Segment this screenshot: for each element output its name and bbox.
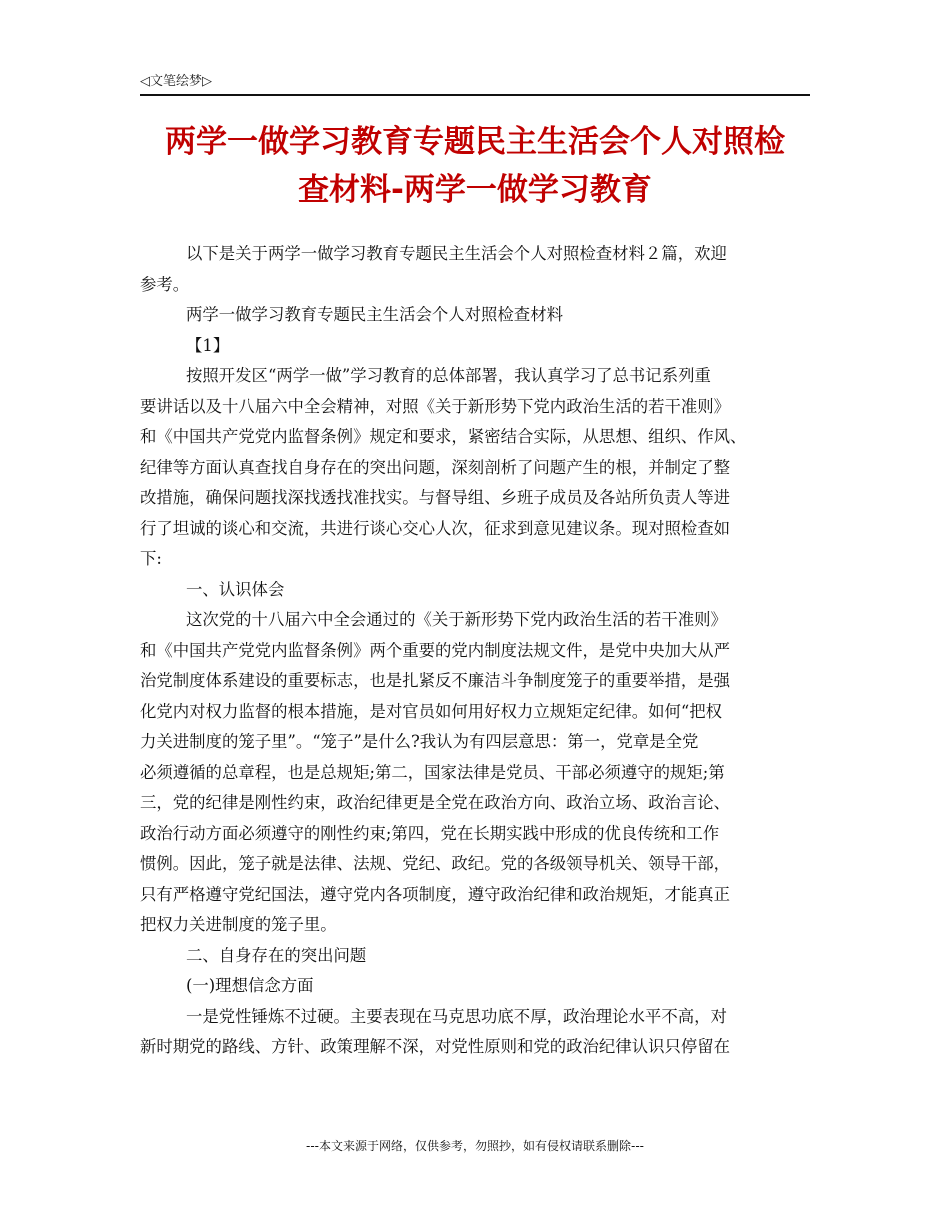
- intro-line: 参考。: [140, 274, 190, 294]
- paragraph-line: 政治行动方面必须遵守的刚性约束;第四，党在长期实践中形成的优良传统和工作: [140, 823, 720, 843]
- paragraph-line: 和《中国共产党党内监督条例》规定和要求，紧密结合实际，从思想、组织、作风、: [140, 427, 747, 446]
- paragraph-line: 化党内对权力监督的根本措施，是对官员如何用好权力立规矩定纪律。如何“把权: [140, 701, 723, 721]
- title-line-2: 查材料-两学一做学习教育: [298, 172, 652, 208]
- paragraph-line: 下:: [140, 549, 162, 568]
- subsection-heading: 二、自身存在的突出问题: [186, 945, 367, 965]
- paragraph-line: 新时期党的路线、方针、政策理解不深，对党性原则和党的政治纪律认识只停留在: [140, 1037, 731, 1056]
- title-line-1: 两学一做学习教育专题民主生活会个人对照检: [165, 124, 785, 160]
- paragraph-line: 三，党的纪律是刚性约束，政治纪律更是全党在政治方向、政治立场、政治言论、: [140, 793, 731, 812]
- paragraph-line: 把权力关进制度的笼子里。: [140, 915, 337, 934]
- section-heading: 两学一做学习教育专题民主生活会个人对照检查材料: [186, 305, 563, 324]
- page-header: [140, 72, 810, 96]
- section-number: 【1】: [186, 335, 230, 355]
- header-brand: ◁文笔绘梦▷: [140, 74, 212, 89]
- paragraph-line: 纪律等方面认真查找自身存在的突出问题，深刻剖析了问题产生的根，并制定了整: [140, 457, 731, 477]
- document-title: [100, 118, 850, 214]
- paragraph-line: 一是党性锤炼不过硬。主要表现在马克思功底不厚，政治理论水平不高，对: [186, 1006, 727, 1026]
- subsection-heading: 一、认识体会: [186, 579, 285, 599]
- paragraph-line: 只有严格遵守党纪国法，遵守党内各项制度，遵守政治纪律和政治规矩，才能真正: [140, 884, 731, 904]
- paragraph-line: 力关进制度的笼子里”。“笼子”是什么?我认为有四层意思：第一，党章是全党: [140, 732, 699, 751]
- subsection-heading: (一)理想信念方面: [186, 976, 314, 995]
- paragraph-line: 和《中国共产党党内监督条例》两个重要的党内制度法规文件，是党中央加大从严: [140, 640, 731, 660]
- paragraph-line: 治党制度体系建设的重要标志，也是扎紧反不廉洁斗争制度笼子的重要举措，是强: [140, 671, 731, 690]
- paragraph-line: 这次党的十八届六中全会通过的《关于新形势下党内政治生活的若干准则》: [186, 610, 727, 629]
- paragraph-line: 惯例。因此，笼子就是法律、法规、党纪、政纪。党的各级领导机关、领导干部，: [140, 854, 731, 873]
- page-footer: ---本文来源于网络，仅供参考，勿照抄，如有侵权请联系删除---: [306, 1139, 644, 1153]
- paragraph-line: 要讲话以及十八届六中全会精神，对照《关于新形势下党内政治生活的若干准则》: [140, 396, 731, 416]
- paragraph-line: 必须遵循的总章程，也是总规矩;第二，国家法律是党员、干部必须遵守的规矩;第: [140, 762, 725, 782]
- document-body: [140, 239, 820, 1063]
- paragraph-line: 行了坦诚的谈心和交流，共进行谈心交心人次，征求到意见建议条。现对照检查如: [140, 518, 731, 538]
- paragraph-line: 按照开发区“两学一做”学习教育的总体部署，我认真学习了总书记系列重: [186, 366, 711, 385]
- intro-line: 以下是关于两学一做学习教育专题民主生活会个人对照检查材料２篇，欢迎: [186, 244, 727, 263]
- paragraph-line: 改措施，确保问题找深找透找准找实。与督导组、乡班子成员及各站所负责人等进: [140, 488, 731, 507]
